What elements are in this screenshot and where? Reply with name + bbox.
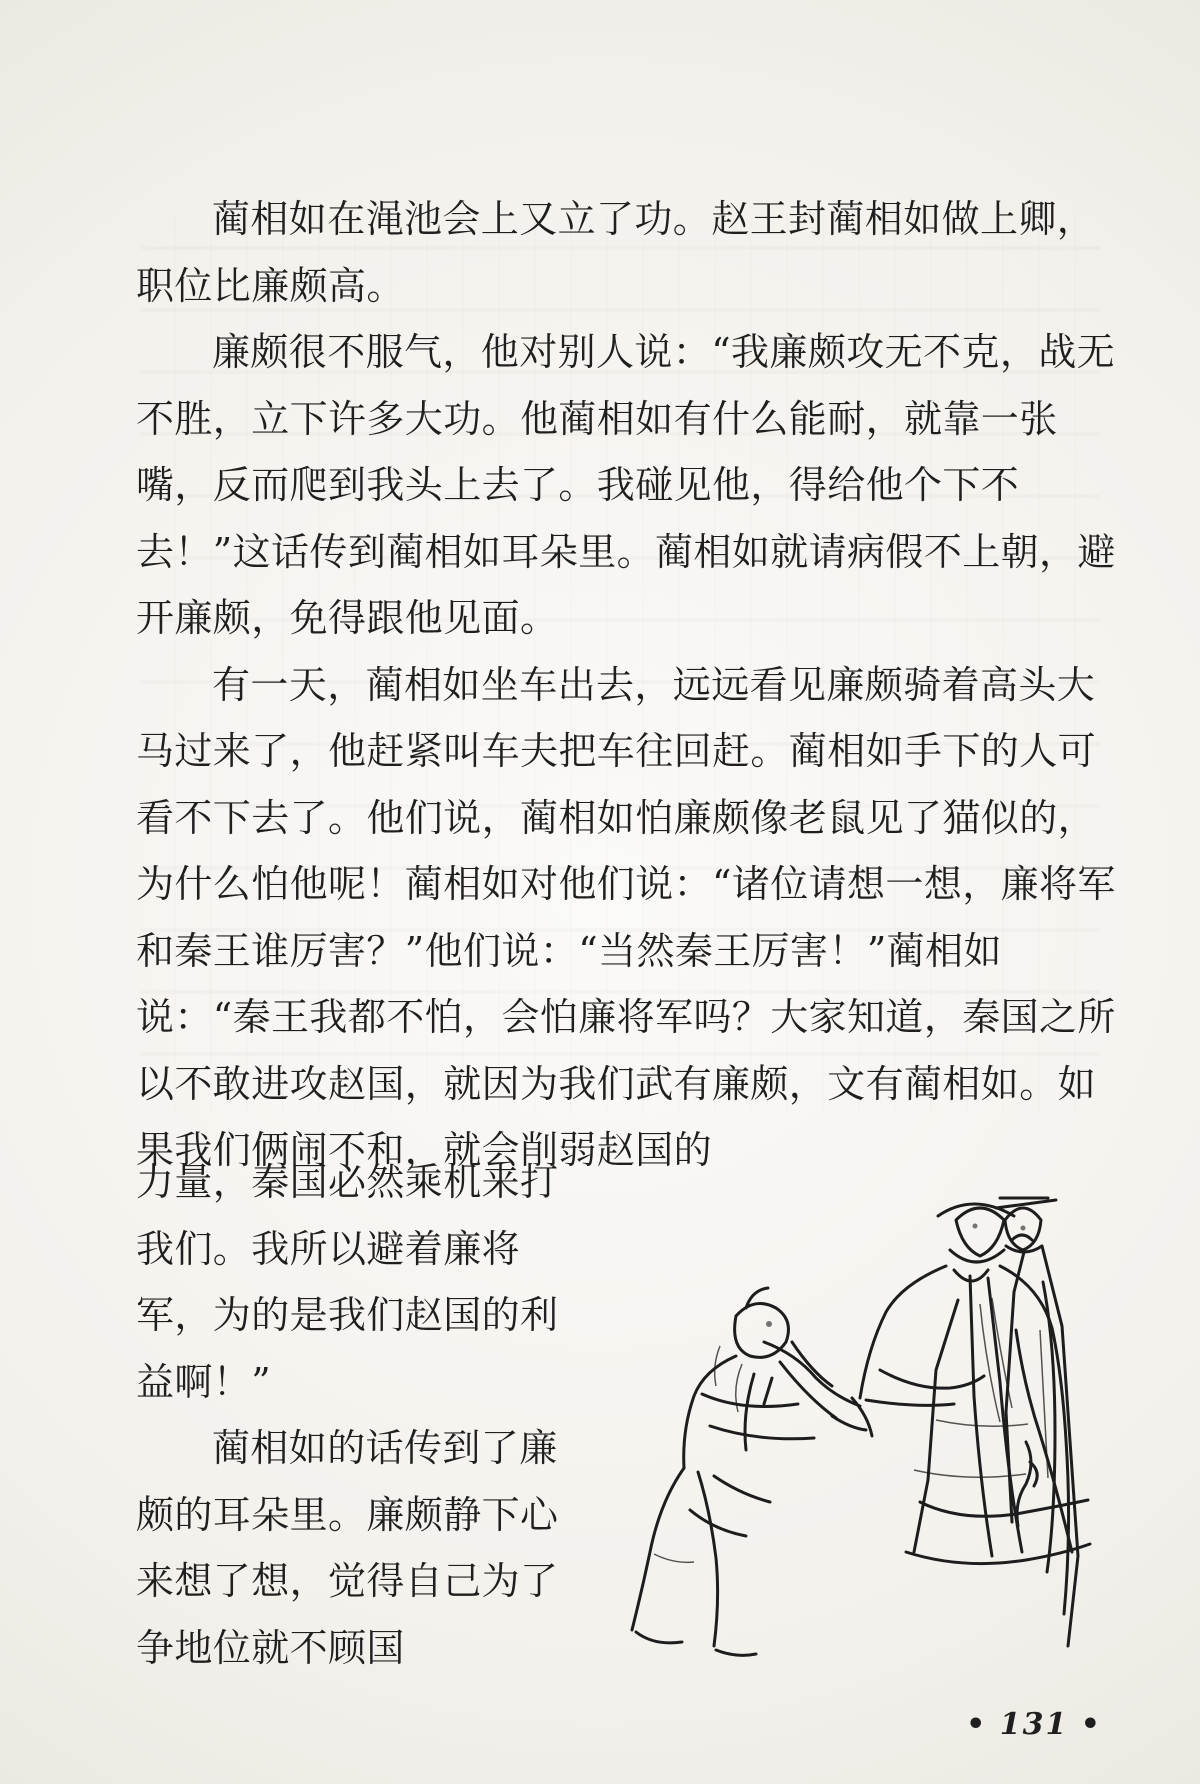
wrapped-text-block <box>136 1149 566 1681</box>
illustration-lianpo-apology <box>620 1180 1120 1710</box>
paragraph-3-continued: 力量，秦国必然乘机来打我们。我所以避着廉将军，为的是我们赵国的利益啊！” <box>136 1160 559 1404</box>
page-number: • 131 • <box>966 1707 1102 1742</box>
paragraph-2: 廉颇很不服气，他对别人说：“我廉颇攻无不克，战无不胜，立下许多大功。他蔺相如有什么能耐，就靠一张嘴，反而爬到我头上去了。我碰见他，得给他个下不去！”这话传到蔺相如耳朵里。蔺相如就请病假不上朝，避开廉颇，免得跟他见面。 <box>136 330 1116 640</box>
paragraph-3: 有一天，蔺相如坐车出去，远远看见廉颇骑着高头大马过来了，他赶紧叫车夫把车往回赶。蔺相如手下的人可看不下去了。他们说，蔺相如怕廉颇像老鼠见了猫似的，为什么怕他呢！蔺相如对他们说：“诸位请想一想，廉将军和秦王谁厉害？”他们说：“当然秦王厉害！”蔺相如说：“秦王我都不怕，会怕廉将军吗？大家知道，秦国之所以不敢进攻赵国，就因为我们武有廉颇，文有蔺相如。如果我们俩闹不和，就会削弱赵国的 <box>136 662 1116 1172</box>
paragraph-1: 蔺相如在渑池会上又立了功。赵王封蔺相如做上卿，职位比廉颇高。 <box>136 197 1096 308</box>
paragraph-4: 蔺相如的话传到了廉颇的耳朵里。廉颇静下心来想了想，觉得自己为了争地位就不顾国 <box>136 1426 559 1670</box>
main-text-block <box>136 186 1116 1184</box>
